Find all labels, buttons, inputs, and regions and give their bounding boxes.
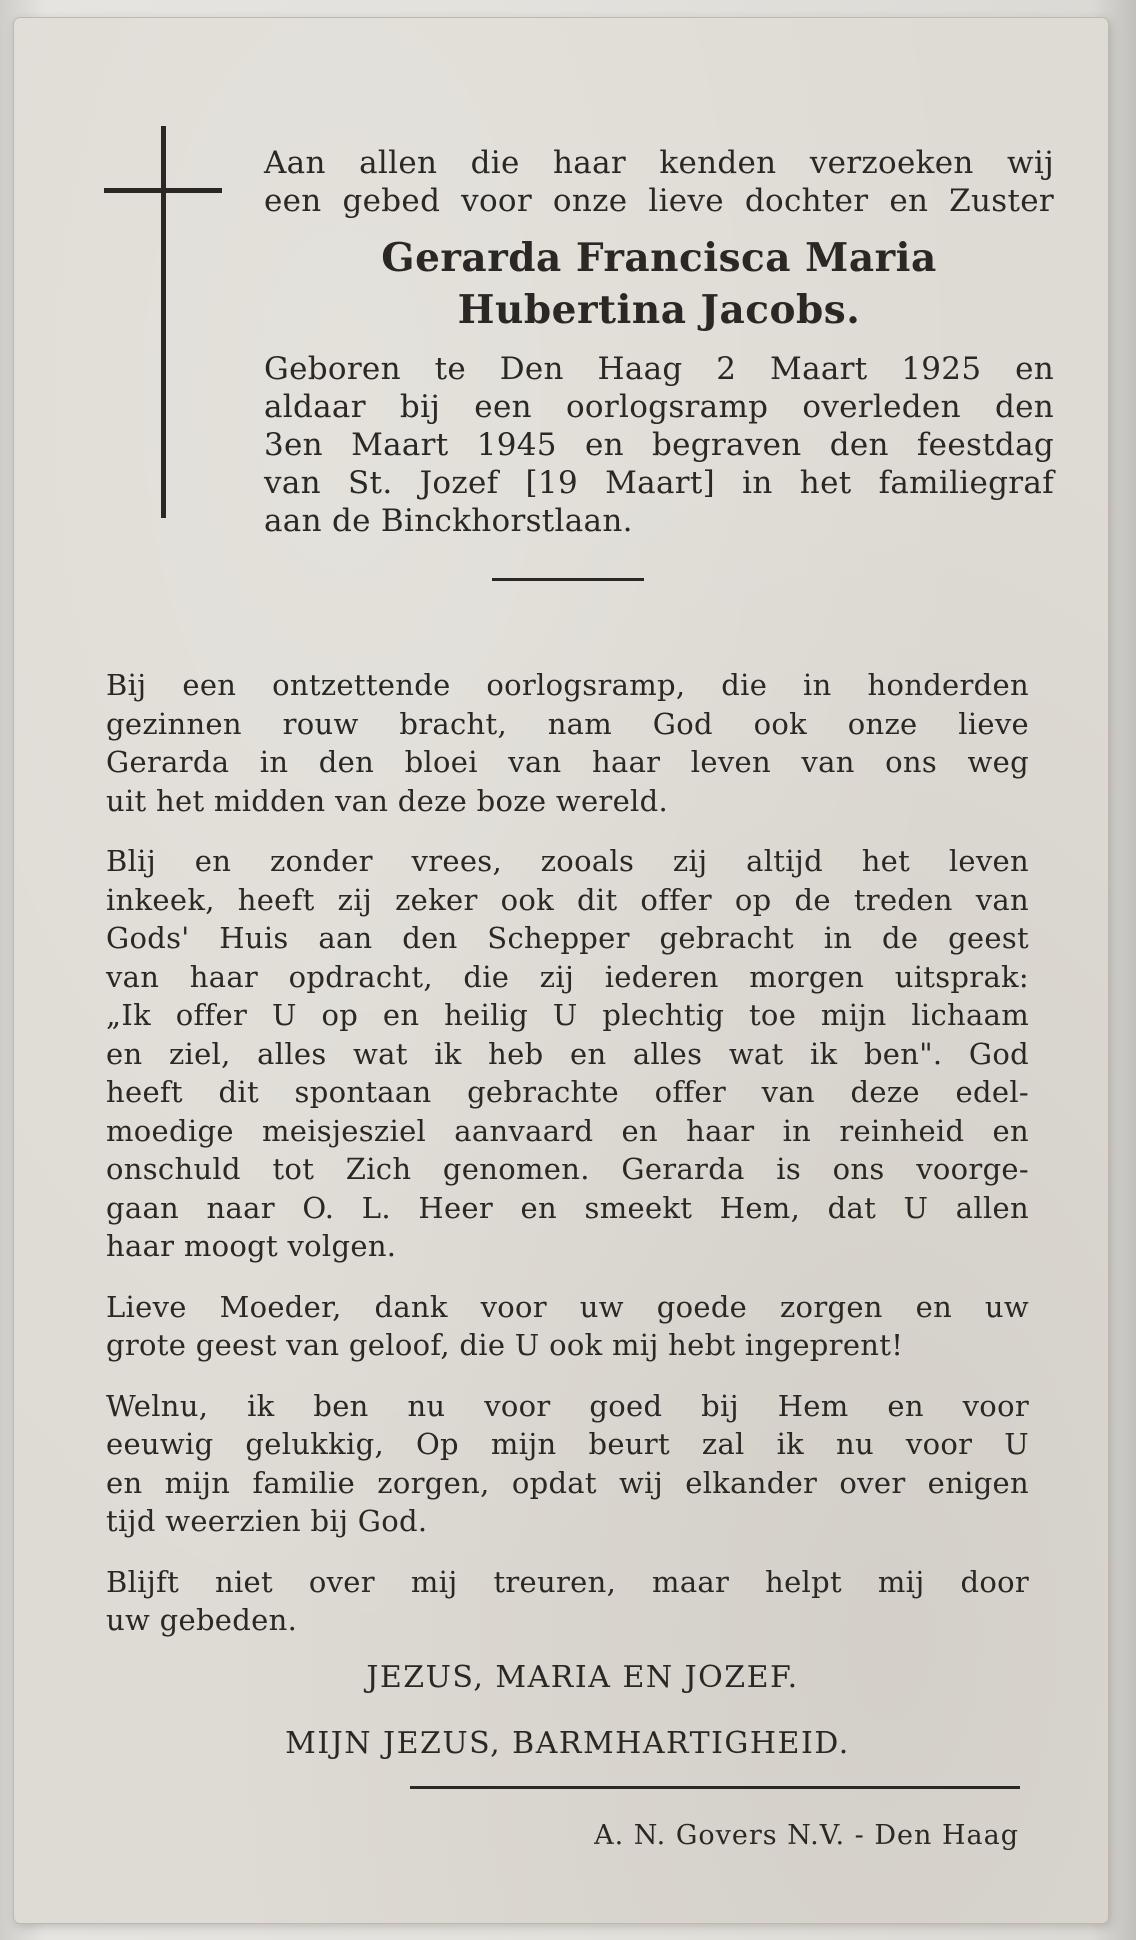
body-line: moedige meisjesziel aanvaard en haar in reinheid en	[106, 1113, 1029, 1148]
body-line: Gerarda in den bloei van haar leven van ons weg	[106, 745, 1029, 779]
body-line: eeuwig gelukkig, Op mijn beurt zal ik nu voor U	[106, 1427, 1029, 1461]
deceased-name-line-1: Gerarda Francisca Maria	[381, 235, 937, 281]
closing-line-2: MIJN JEZUS, BARMHARTIGHEID.	[285, 1726, 850, 1761]
body-line: Bij een ontzettende oorlogsramp, die in honderden	[106, 668, 1029, 702]
closing-prayers	[106, 1658, 1029, 1764]
cross-horizontal-bar	[104, 188, 222, 193]
body-paragraph-4	[106, 1387, 1029, 1541]
body-line: grote geest van geloof, die U ook mij hebt ingeprent!	[106, 1328, 904, 1362]
body-line: uit het midden van deze boze wereld.	[106, 783, 668, 818]
card-header	[264, 144, 1054, 540]
body-line: onschuld tot Zich genomen. Gerarda is ons voorge-	[106, 1152, 1029, 1186]
deceased-name-line-2: Hubertina Jacobs.	[457, 287, 861, 333]
body-line: gaan naar O. L. Heer en smeekt Hem, dat U allen	[106, 1190, 1029, 1225]
bio-line-4: van St. Jozef [19 Maart] in het familiegraf	[264, 465, 1054, 501]
body-line: Welnu, ik ben nu voor goed bij Hem en voor	[106, 1388, 1029, 1423]
body-line: en mijn familie zorgen, opdat wij elkander over enigen	[106, 1465, 1029, 1500]
header-line-2: een gebed voor onze lieve dochter en Zuster	[264, 183, 1054, 219]
header-line-1: Aan allen die haar kenden verzoeken wij	[264, 145, 1054, 181]
body-line: Blij en zonder vrees, zooals zij altijd het leven	[106, 844, 1029, 878]
body-line: inkeek, heeft zij zeker ook dit offer op de treden van	[106, 882, 1029, 917]
body-line: van haar opdracht, die zij iederen morgen uitsprak:	[106, 959, 1029, 994]
header-divider	[492, 578, 644, 581]
body-line: „Ik offer U op en heilig U plechtig toe mijn lichaam	[106, 998, 1029, 1032]
body-line: Blijft niet over mij treuren, maar helpt mij door	[106, 1564, 1029, 1599]
cross-vertical-bar	[161, 126, 166, 518]
body-line: uw gebeden.	[106, 1603, 298, 1637]
body-paragraph-1	[106, 666, 1029, 820]
footer-divider	[410, 1786, 1020, 1789]
cross-icon	[104, 126, 222, 518]
body-paragraph-3	[106, 1288, 1029, 1365]
body-line: haar moogt volgen.	[106, 1229, 397, 1263]
body-line: en ziel, alles wat ik heb en alles wat ik ben". God	[106, 1036, 1029, 1071]
printer-credit: A. N. Govers N.V. - Den Haag	[594, 1820, 1019, 1851]
body-line: Lieve Moeder, dank voor uw goede zorgen en uw	[106, 1289, 1029, 1324]
body-paragraph-5	[106, 1563, 1029, 1640]
bio-line-1: Geboren te Den Haag 2 Maart 1925 en	[264, 351, 1054, 387]
memorial-card	[14, 18, 1108, 1923]
bio-line-3: 3en Maart 1945 en begraven den feestdag	[264, 427, 1054, 463]
deceased-name	[264, 232, 1054, 336]
body-line: gezinnen rouw bracht, nam God ook onze lieve	[106, 706, 1029, 741]
bio-line-5: aan de Binckhorstlaan.	[264, 503, 633, 539]
body-text	[106, 666, 1029, 1662]
body-line: Gods' Huis aan den Schepper gebracht in de geest	[106, 921, 1029, 955]
body-line: heeft dit spontaan gebrachte offer van deze edel-	[106, 1075, 1029, 1109]
body-paragraph-2	[106, 842, 1029, 1266]
bio-line-2: aldaar bij een oorlogsramp overleden den	[264, 389, 1054, 425]
closing-line-1: JEZUS, MARIA EN JOZEF.	[366, 1660, 799, 1695]
body-line: tijd weerzien bij God.	[106, 1504, 428, 1538]
